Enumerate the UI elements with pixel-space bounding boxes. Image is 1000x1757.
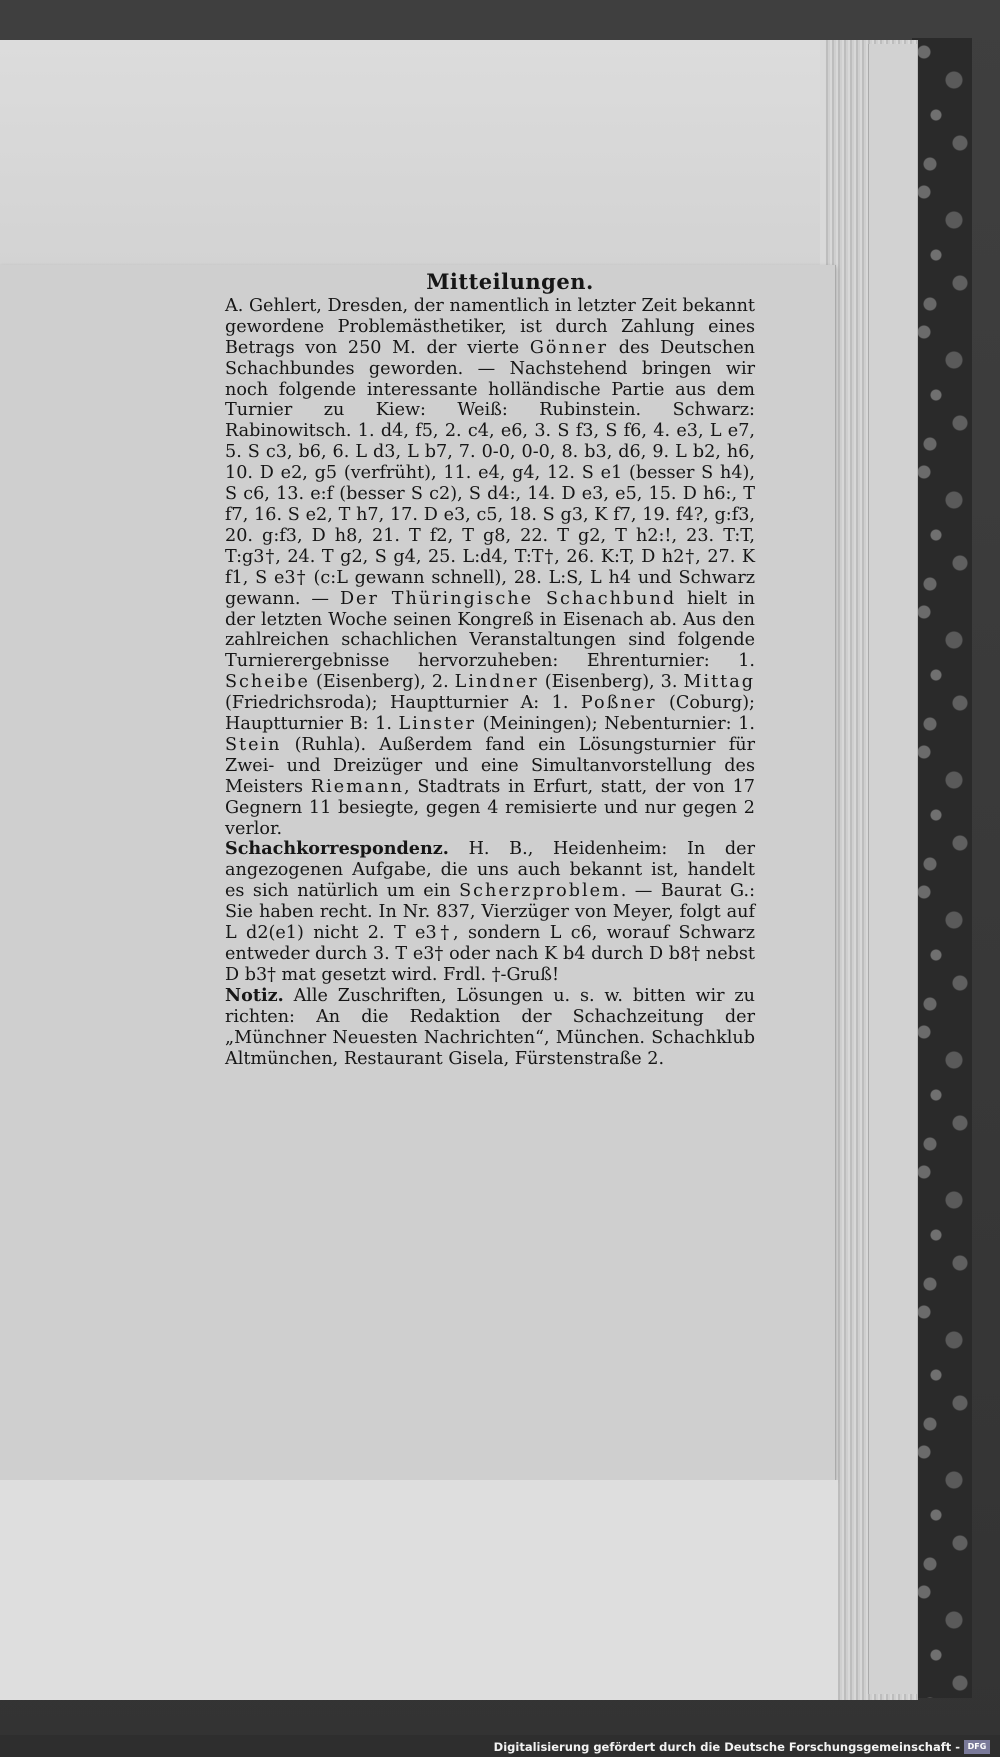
paragraph-notiz (225, 986, 755, 1070)
text-run: hielt in der letzten Woche seinen Kongreß in Eisenach ab. Aus den zahlreichen schachlichen Veranstaltungen sind folgende Turnierergebnisse hervorzuheben: Ehrenturnier: 1. (225, 588, 755, 672)
article-column (225, 269, 755, 1069)
text-run: (Eisenberg), 2. (309, 672, 455, 693)
section-run-head: Notiz. (225, 984, 284, 1006)
paragraph-mitteilungen (225, 296, 755, 840)
spaced-word: Scherzproblem (459, 881, 621, 902)
page-stack-edge-inner (868, 44, 917, 1694)
spaced-name: Gönner (529, 337, 608, 358)
spaced-name: Mittag (683, 672, 755, 693)
page-bottom-margin (0, 1480, 838, 1700)
paragraph-schachkorrespondenz (225, 839, 755, 985)
text-run: . — Baurat G.: Sie haben recht. In Nr. 837, Vierzüger von Meyer, folgt auf L d2(e1) nicht 2. T e3†, sondern L c6, worauf Schwarz entweder durch 3. T e3† oder nach K b4 durch D b8† nebst D b3† mat gesetzt wird. Frdl. †-Gruß! (225, 881, 755, 985)
text-run: (Meiningen); Nebenturnier: 1. (476, 714, 755, 735)
spaced-name: Der Thüringische Schachbund (339, 588, 677, 609)
text-run: des Deutschen Schachbundes geworden. — Nachstehend bringen wir noch folgende interessante holländische Partie aus dem Turnier zu Kiew: Weiß: Rubinstein. Schwarz: Rabinowitsch. 1. d4, f5, 2. c4, e6, 3. S f3, S f6, 4. e3, L e7, 5. S c3, b6, 6. L d3, L b7, 7. 0-0, 0-0, 8. b3, d6, 9. L b2, h6, 10. D e2, g5 (verfrüht), 11. e4, g4, 12. S e1 (besser S h4), S c6, 13. e:f (besser S c2), S d4:, 14. D e3, e5, 15. D h6:, T f7, 16. S e2, T h7, 17. D e3, c5, 18. S g3, K f7, 19. f4?, g:f3, 20. g:f3, D h8, 21. T f2, T g8, 22. T g2, T h2:!, 23. T:T, T:g3†, 24. T g2, S g4, 25. L:d4, T:T†, 26. K:T, D h2†, 27. K f1, S e3† (c:L gewann schnell), 28. L:S, L h4 und Schwarz gewann. — (225, 337, 755, 609)
funding-credit: Digitalisierung gefördert durch die Deutsche Forschungsgemeinschaft - (493, 1740, 960, 1754)
digitization-footer (0, 1735, 1000, 1757)
text-run: (Ruhla). Außerdem fand ein Lösungsturnier für Zwei- und Dreizüger und eine Simultanvorstellung des Meisters (225, 734, 755, 797)
text-run: (Friedrichsroda); Hauptturnier A: 1. (225, 693, 581, 714)
dfg-logo: DFG (964, 1740, 990, 1754)
text-run: A. Gehlert, Dresden, der namentlich in letzter Zeit bekannt gewordene Problemästhetiker, ist durch Zahlung eines Betrags von 250 M. der vierte (225, 295, 755, 358)
text-run: H. B., Heidenheim: In der angezogenen Aufgabe, die uns auch bekannt ist, handelt es sich natürlich um ein (225, 839, 755, 902)
spaced-name: Linster (398, 714, 477, 735)
page-top-margin (0, 40, 820, 267)
section-run-head: Schachkorrespondenz. (225, 838, 449, 860)
text-run: , Stadtrats in Erfurt, statt, der von 17 Gegnern 11 besiegte, gegen 4 remisierte und nur gegen 2 verlor. (225, 776, 755, 839)
spaced-name: Lindner (454, 672, 539, 693)
article-heading: Mitteilungen. (426, 269, 594, 294)
spaced-name: Stein (225, 734, 282, 755)
spaced-name: Riemann (310, 776, 404, 797)
text-run: (Coburg); Hauptturnier B: 1. (225, 693, 755, 735)
spaced-name: Scheibe (225, 672, 310, 693)
marbled-book-cover (912, 38, 972, 1698)
text-run: Alle Zuschriften, Lösungen u. s. w. bitten wir zu richten: An die Redaktion der Schachzeitung der „Münchner Neuesten Nachrichten“, München. Schachklub Altmünchen, Restaurant Gisela, Fürstenstraße 2. (225, 985, 755, 1069)
text-run: (Eisenberg), 3. (538, 672, 684, 693)
spaced-name: Poßner (580, 693, 657, 714)
